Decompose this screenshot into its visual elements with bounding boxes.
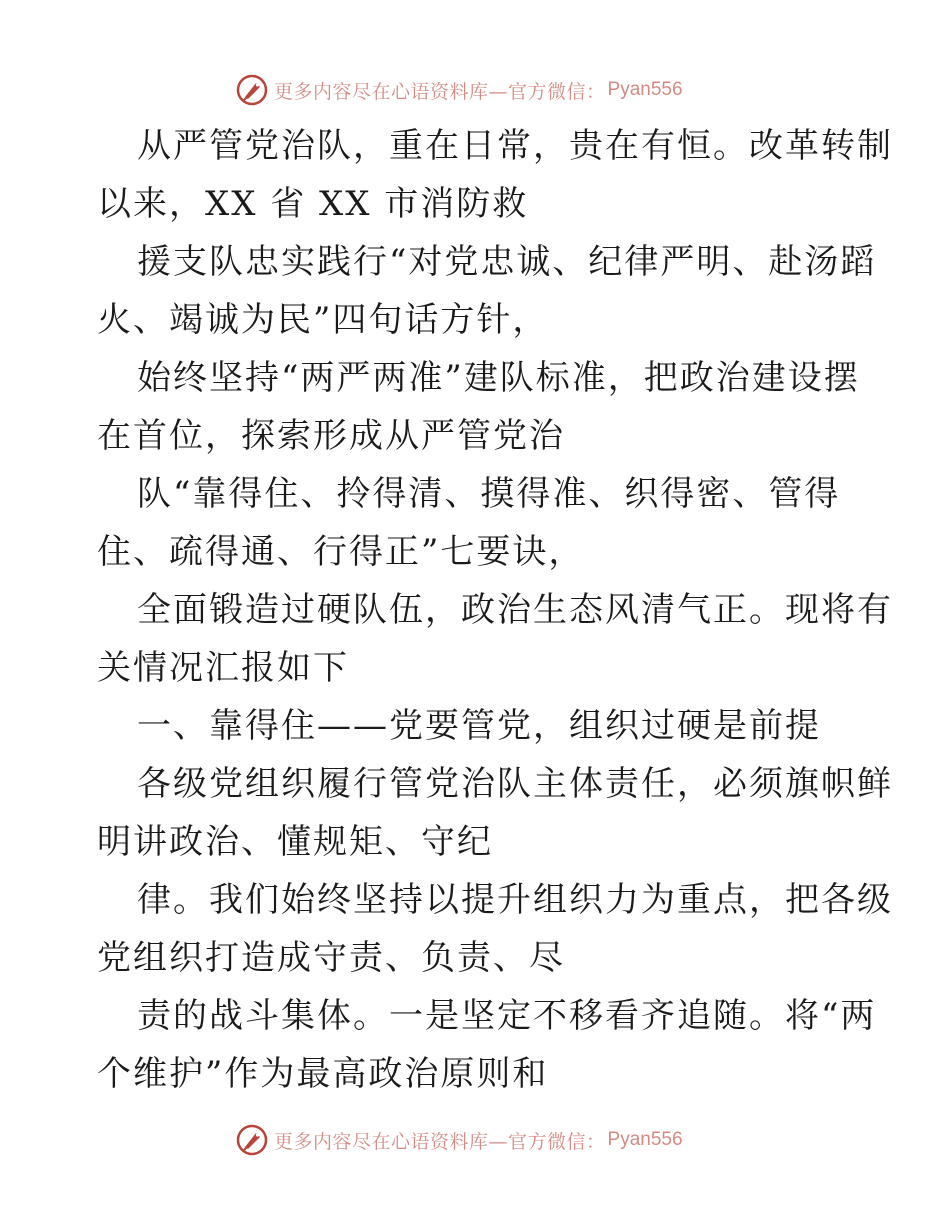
text-line: 住、疏得通、行得正”七要诀， xyxy=(97,532,585,572)
text-line: 队“靠得住、拎得清、摸得准、织得密、管得 xyxy=(137,474,841,514)
text-line: 援支队忠实践行“对党忠诚、纪律严明、赴汤蹈 xyxy=(137,242,877,282)
text-line: 责的战斗集体。一是坚定不移看齐追随。将“两 xyxy=(137,996,877,1036)
text-line: 以来，XX 省 XX 市消防救 xyxy=(97,184,529,224)
pen-nib-logo-icon xyxy=(236,1124,268,1156)
text-line: 各级党组织履行管党治队主体责任，必须旗帜鲜 xyxy=(137,764,893,804)
header-banner xyxy=(236,73,683,107)
banner-text: 更多内容尽在心语资料库—官方微信： xyxy=(274,80,606,103)
body-text xyxy=(97,117,893,1103)
pen-nib-logo-icon xyxy=(236,74,268,106)
text-line: 关情况汇报如下 xyxy=(97,648,349,688)
banner-wechat-id: Pyan556 xyxy=(607,79,683,100)
footer-banner xyxy=(236,1123,683,1157)
text-line: 党组织打造成守责、负责、尽 xyxy=(97,938,565,978)
text-line: 在首位，探索形成从严管党治 xyxy=(97,416,565,456)
text-line: 始终坚持“两严两准”建队标准，把政治建设摆 xyxy=(137,358,860,398)
text-line: 律。我们始终坚持以提升组织力为重点，把各级 xyxy=(137,880,893,920)
text-line: 个维护”作为最高政治原则和 xyxy=(97,1054,549,1094)
text-line: 从严管党治队，重在日常，贵在有恒。改革转制 xyxy=(137,126,893,166)
text-line: 火、竭诚为民”四句话方针， xyxy=(97,300,549,340)
section-heading: 一、靠得住——党要管党，组织过硬是前提 xyxy=(137,706,821,746)
banner-wechat-id: Pyan556 xyxy=(607,1129,683,1150)
text-line: 明讲政治、懂规矩、守纪 xyxy=(97,822,493,862)
text-line: 全面锻造过硬队伍，政治生态风清气正。现将有 xyxy=(137,590,893,630)
banner-text: 更多内容尽在心语资料库—官方微信： xyxy=(274,1130,606,1153)
